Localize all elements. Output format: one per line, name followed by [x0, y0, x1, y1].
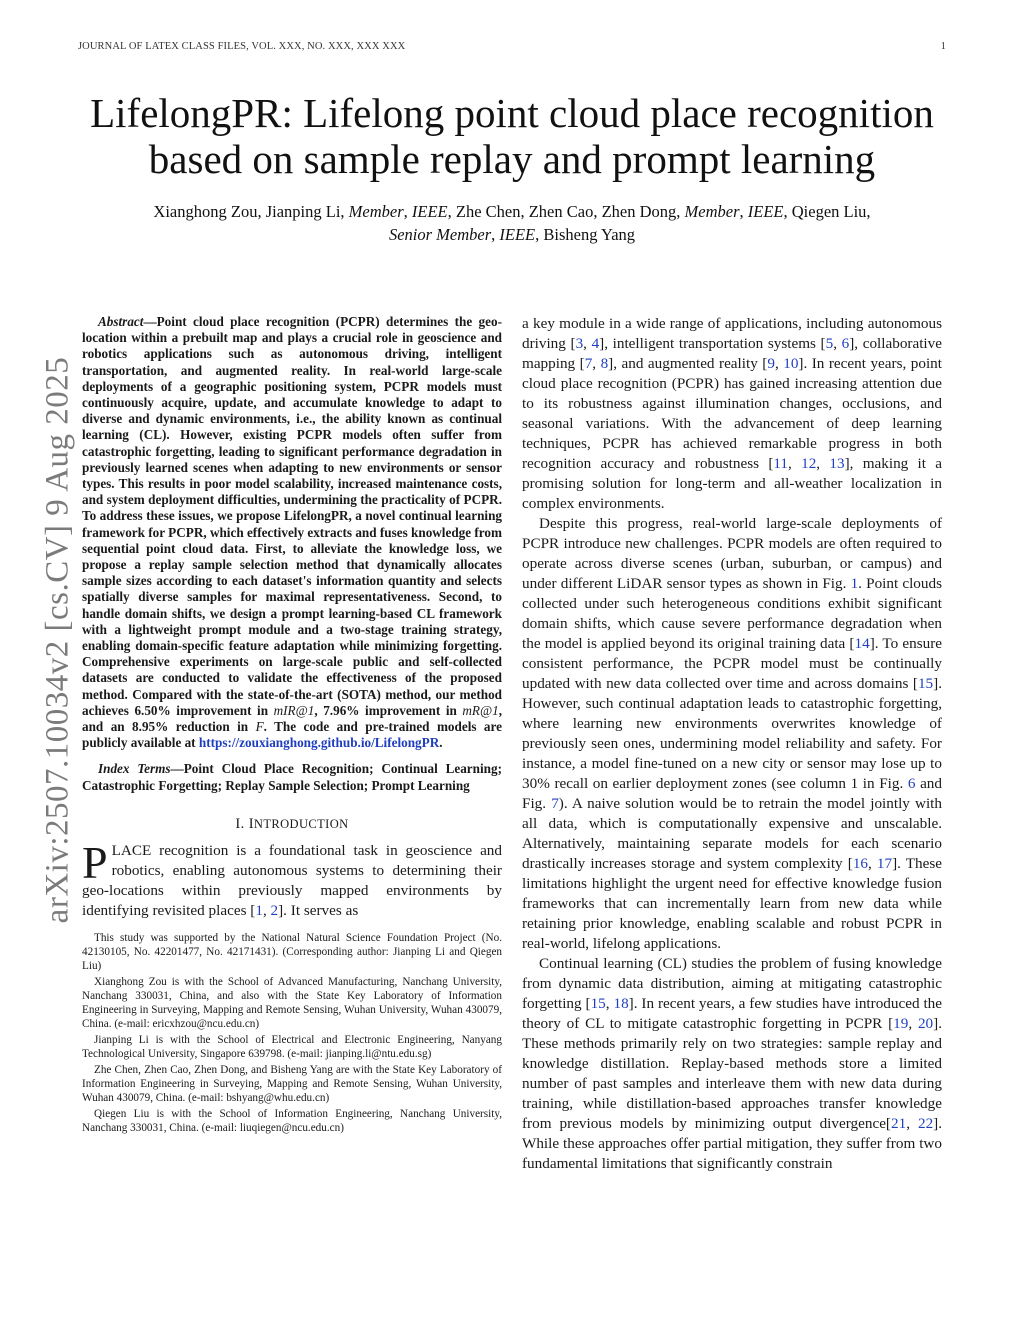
authors-text: Xianghong Zou, Jianping Li, — [153, 202, 349, 221]
citation-link[interactable]: 4 — [591, 335, 600, 352]
body-text: and Fig. — [522, 775, 942, 812]
body-text: ]. These methods primarily rely on two strategies: sample replay and knowledge distillation. Replay-based methods store a limited number of past samples and interleave them with new data during training, while distillation-based approaches transfer knowledge from previous models by minimizing output divergence[ — [522, 1015, 942, 1132]
body-text: ]. In recent years, a few studies have introduced the theory of CL to mitigate catastrophic forgetting in PCPR [ — [522, 995, 943, 1032]
left-column — [82, 314, 502, 1137]
footnote-affiliation: Zhe Chen, Zhen Cao, Zhen Dong, and Bisheng Yang are with the State Key Laboratory of Information Engineering in Surveying, Mapping and Remote Sensing, Wuhan University, Wuhan 430079, China. (e-mail: bshyang@whu.edu.cn) — [82, 1063, 502, 1104]
citation-link[interactable]: 14 — [854, 635, 870, 652]
citation-sep: , — [583, 335, 592, 352]
body-text: . Point clouds collected under such heterogeneous conditions exhibit significant domain shifts, which cause severe performance degradation when the model is applied beyond its original training data [ — [522, 575, 942, 652]
footnote-affiliation: Xianghong Zou is with the School of Advanced Manufacturing, Nanchang University, Nanchang 330031, China, and also with the State Key Laboratory of Information Engineering in Surveying, Mapping and Remote Sensing, Wuhan University, Wuhan 430079, China. (e-mail: ericxhzou@ncu.edu.cn) — [82, 975, 502, 1030]
citation-link[interactable]: 18 — [613, 995, 629, 1012]
citation-link[interactable]: 21 — [891, 1115, 907, 1132]
citation-sep: , — [774, 355, 784, 372]
authors-text: , Qiegen Liu, — [783, 202, 871, 221]
body-text: ], intelligent transportation systems [ — [599, 335, 826, 352]
abstract — [82, 314, 502, 751]
arxiv-side-stamp: arXiv:2507.10034v2 [cs.CV] 9 Aug 2025 — [39, 356, 76, 924]
figure-link[interactable]: 7 — [551, 795, 559, 812]
citation-link[interactable]: 22 — [917, 1115, 934, 1132]
author-list — [60, 200, 964, 246]
citation-sep: , — [788, 455, 802, 472]
title-block — [60, 90, 964, 246]
body-text: ], making it a promising solution for long-term and all-weather localization in complex environments. — [522, 455, 943, 512]
footnote-affiliation: Qiegen Liu is with the School of Information Engineering, Nanchang University, Nanchang 330031, China. (e-mail: liuqiegen@ncu.edu.cn) — [82, 1107, 502, 1134]
citation-link[interactable]: 15 — [590, 995, 606, 1012]
citation-link[interactable]: 11 — [773, 455, 788, 472]
body-text: ). A naive solution would be to retrain the model jointly with all data, which is computationally expensive and unscalable. Alternatively, maintaining separate models for each scenario drastically increases storage and system complexity [ — [522, 795, 942, 872]
authors-text: , Bisheng Yang — [535, 225, 636, 244]
citation-link[interactable]: 19 — [893, 1015, 909, 1032]
paragraph — [522, 514, 942, 954]
abstract-text: . — [439, 735, 443, 751]
citation-link[interactable]: 9 — [767, 355, 775, 372]
abstract-text: , and an 8.95% reduction in — [82, 702, 502, 735]
figure-link[interactable]: 6 — [907, 775, 916, 792]
abstract-text: Point cloud place recognition (PCPR) determines the geo-location within a prebuilt map and plays a crucial role in geoscience and robotics applications such as autonomous driving, intelligent transportation, and augmented reality. In real-world large-scale deployments of a geographic positioning system, PCPR models must continuously acquire, update, and accumulate knowledge to adapt to diverse and dynamic environments, i.e., the ability known as continual learning (CL). However, existing PCPR models often suffer from catastrophic forgetting, leading to significant performance degradation in previously learned scenes when adapting to new environments or sensor types. This results in poor model scalability, increased maintenance costs, and system deployment difficulties, undermining the practicality of PCPR. To address these issues, we propose LifelongPR, a novel continual learning framework for PCPR, which effectively extracts and fuses knowledge from sequential point cloud data. First, to alleviate the knowledge loss, we propose a replay sample selection method that dynamically allocates sample sizes according to each dataset's information quantity and selects spatially diverse samples for maximal representativeness. Second, to handle domain shifts, we design a prompt learning-based CL framework with a lightweight prompt module and a two-stage training strategy, enabling domain-specific feature adaptation while minimizing forgetting. Comprehensive experiments on large-scale public and self-collected datasets are conducted to validate the effectiveness of the proposed method. Compared with the state-of-the-art (SOTA) method, our method achieves 6.50% improvement in — [82, 314, 502, 718]
index-terms-dash: — — [170, 761, 184, 777]
author-society: IEEE — [499, 225, 536, 244]
citation-link[interactable]: 3 — [575, 335, 584, 352]
body-text: ]. In recent years, point cloud place recognition (PCPR) has gained increasing attention due to its robustness against illumination changes, occlusions, and seasonal variations. With the advancement of deep learning techniques, PCPR has achieved remarkable progress in both recognition accuracy and robustness [ — [522, 355, 942, 472]
citation-link[interactable]: 6 — [841, 335, 850, 352]
journal-header: JOURNAL OF LATEX CLASS FILES, VOL. XXX, NO. XXX, XXX XXX — [78, 41, 406, 52]
citation-sep: , — [868, 855, 877, 872]
section-title-rest: NTRODUCTION — [253, 816, 349, 831]
authors-sep: , — [491, 225, 500, 244]
author-grade: Member — [348, 202, 404, 221]
citation-sep: , — [592, 355, 601, 372]
body-text: ]. These limitations highlight the urgent need for effective knowledge fusion frameworks that can incrementally learn from new data while retaining prior knowledge, enabling scalable and robust PCPR in real-world, lifelong applications. — [522, 855, 943, 952]
citation-link[interactable]: 13 — [829, 455, 845, 472]
citation-link[interactable]: 16 — [852, 855, 868, 872]
author-grade: Member — [684, 202, 740, 221]
citation-link[interactable]: 1 — [255, 901, 263, 919]
authors-text: , Zhe Chen, Zhen Cao, Zhen Dong, — [447, 202, 685, 221]
project-link[interactable]: https://zouxianghong.github.io/LifelongPR — [198, 735, 440, 751]
index-terms-label: Index Terms — [98, 761, 171, 777]
paragraph — [522, 314, 942, 514]
drop-cap: P — [82, 836, 108, 888]
body-text: ], and augmented reality [ — [608, 355, 768, 372]
body-text: ]. However, such continual adaptation leads to catastrophic forgetting, where learning new environments overwrites knowledge of previously seen ones, undermining model reliability and safety. For instance, a model fine-tuned on a new city or sensor may lose up to 30% recall on earlier deployment zones (see column 1 in Fig. — [522, 675, 942, 792]
citation-sep: , — [908, 1015, 918, 1032]
citation-link[interactable]: 12 — [801, 455, 817, 472]
section-heading-introduction — [82, 816, 502, 833]
footnotes — [82, 931, 502, 1135]
figure-link[interactable]: 1 — [850, 575, 859, 592]
section-number: I. — [235, 815, 249, 832]
citation-link[interactable]: 10 — [783, 355, 799, 372]
metric-f: F — [255, 719, 264, 735]
citation-sep: , — [605, 995, 614, 1012]
authors-sep: , — [403, 202, 412, 221]
intro-text: ]. It serves as — [278, 901, 359, 919]
abstract-text: , 7.96% improvement in — [314, 702, 463, 718]
running-head — [78, 41, 946, 55]
footnote-affiliation: Jianping Li is with the School of Electrical and Electronic Engineering, Nanyang Technological University, Singapore 639798. (e-mail: jianping.li@ntu.edu.sg) — [82, 1033, 502, 1060]
body-text: Continual learning (CL) studies the problem of fusing knowledge from dynamic data distribution, aiming at mitigating catastrophic forgetting [ — [522, 955, 942, 1012]
page-number: 1 — [940, 41, 946, 52]
authors-sep: , — [739, 202, 748, 221]
section-initial: I — [248, 815, 254, 832]
abstract-text: . The code and pre-trained models are publicly available at — [82, 719, 502, 751]
index-terms — [82, 761, 502, 793]
citation-link[interactable]: 20 — [917, 1015, 934, 1032]
body-text: ]. While these approaches offer partial mitigation, they suffer from two fundamental limitations that significantly constrain — [522, 1115, 943, 1172]
index-terms-text: Point Cloud Place Recognition; Continual Learning; Catastrophic Forgetting; Replay Sample Selection; Prompt Learning — [82, 761, 502, 793]
paper-title: LifelongPR: Lifelong point cloud place recognition based on sample replay and prompt learning — [90, 90, 934, 182]
body-text: ]. To ensure consistent performance, the PCPR model must be continually updated with new data collected over time and across domains [ — [522, 635, 942, 692]
citation-sep: , — [262, 901, 271, 919]
citation-link[interactable]: 17 — [876, 855, 893, 872]
right-column — [522, 314, 942, 1174]
intro-paragraph — [82, 836, 502, 921]
metric-mir1: mIR@1 — [273, 702, 315, 718]
author-society: IEEE — [747, 202, 784, 221]
citation-link[interactable]: 8 — [600, 355, 609, 372]
author-grade: Senior Member — [388, 225, 492, 244]
paragraph — [522, 954, 942, 1174]
citation-link[interactable]: 2 — [270, 901, 279, 919]
author-society: IEEE — [411, 202, 448, 221]
body-text: Despite this progress, real-world large-scale deployments of PCPR introduce new challenges. PCPR models are often required to operate across diverse scenes (urban, suburban, or campus) and under different LiDAR sensor types as shown in Fig. — [522, 515, 942, 592]
metric-mr1: mR@1 — [462, 702, 499, 718]
citation-sep: , — [833, 335, 842, 352]
citation-link[interactable]: 5 — [825, 335, 834, 352]
intro-text: LACE recognition is a foundational task in geoscience and robotics, enabling autonomous systems to determining their geo-locations within previously mapped environments by identifying revisited places [ — [82, 841, 502, 919]
abstract-label: Abstract — [98, 314, 144, 329]
footnote-funding: This study was supported by the National Natural Science Foundation Project (No. 42130105, No. 42201477, No. 42171431). (Corresponding author: Jianping Li and Qiegen Liu) — [82, 931, 502, 972]
citation-sep: , — [906, 1115, 918, 1132]
citation-sep: , — [816, 455, 830, 472]
citation-link[interactable]: 7 — [584, 355, 593, 372]
body-text: ], collaborative mapping [ — [522, 335, 942, 372]
abstract-dash: — — [143, 314, 157, 329]
citation-link[interactable]: 15 — [917, 675, 934, 692]
body-text: a key module in a wide range of applications, including autonomous driving [ — [522, 315, 942, 352]
